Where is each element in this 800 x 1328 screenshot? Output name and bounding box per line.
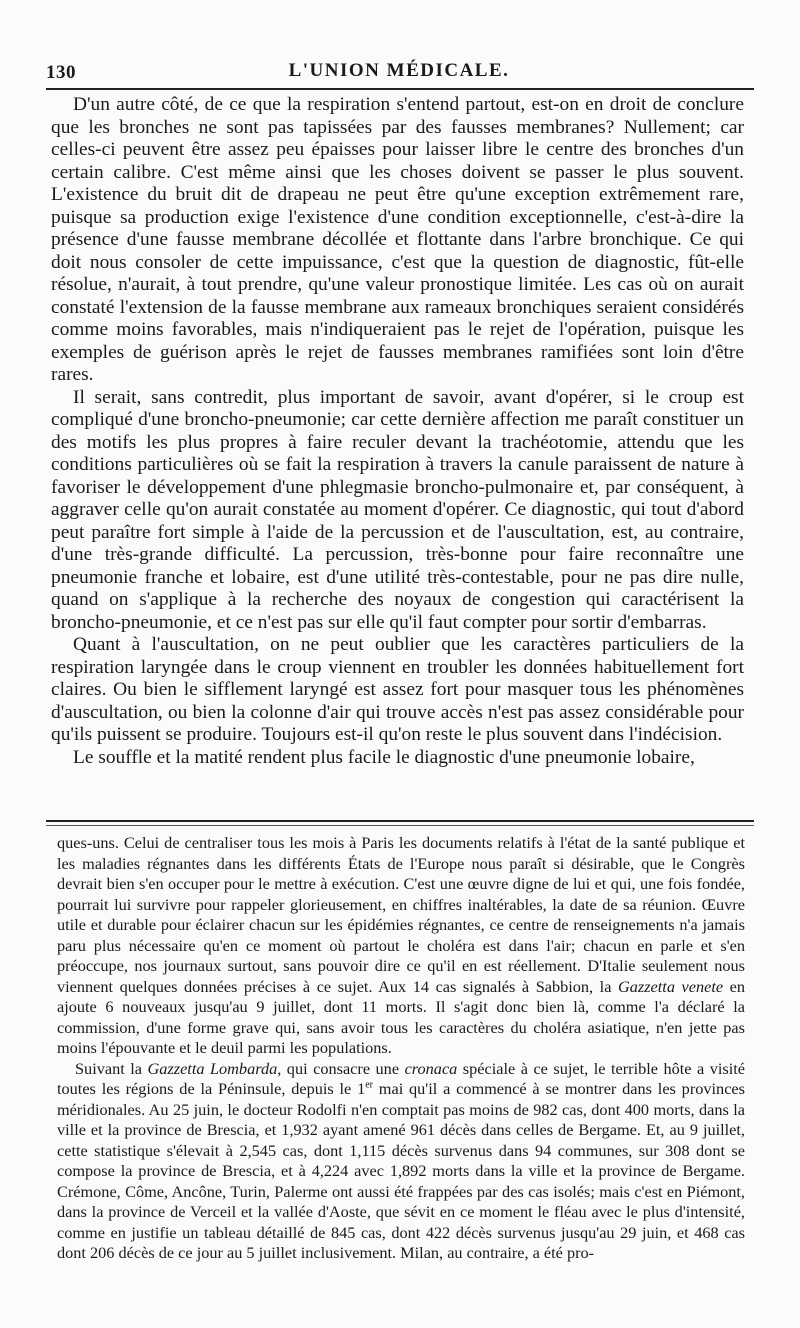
notes-text: ques-uns. Celui de centraliser tous les mois à Paris les documents relatifs à l'état de la santé publique et les maladies régnantes dans les différents États de l'Europe nous paraît si désirable, que le Congrès devrait bien s'en occuper pour le mettre à exécution. C'est une œuvre digne de lui et qui, une fois fondée, pourrait lui survivre pour rappeler glorieusement, en chiffres inaltérables, la date de sa réunion. Œuvre utile et durable pour éclairer chacun sur les épidémies régnantes, ce centre de renseignements n'a jamais paru plus nécessaire qu'en ce moment où partout le choléra est dans l'air; chacun en parle et s'en préoccupe, nos journaux surtout, sans pouvoir dire ce qu'il en est réellement. D'Italie seulement nous viennent quelques données précises à ce sujet. Aux 14 cas signalés à Sabbion, la — [57, 833, 745, 996]
notes-paragraph — [57, 1059, 745, 1264]
main-text — [51, 94, 744, 769]
paragraph: Il serait, sans contredit, plus important de savoir, avant d'opérer, si le croup est compliqué d'une broncho-pneumonie; car cette dernière affection me paraît constituer un des motifs les plus propres à faire reculer devant la trachéotomie, attendu que les conditions particulières où se fait la respiration à travers la canule paraissent de nature à favoriser le développement d'une phlegmasie broncho-pulmonaire et, par conséquent, à aggraver celle qu'on aurait constatée au moment d'opérer. Ce diagnostic, qui tout d'abord peut paraître fort simple à l'aide de la percussion et de l'auscultation, est, au contraire, d'une très-grande difficulté. La percussion, très-bonne pour faire reconnaître une pneumonie franche et lobaire, est d'une utilité très-contestable, pour ne pas dire nulle, quand on s'applique à la recherche des noyaux de congestion qui caractérisent la broncho-pneumonie, et ce n'est pas sur elle qu'il faut compter pour sortir d'embarras. — [51, 386, 744, 633]
page-number: 130 — [46, 62, 76, 83]
notes-text: , qui consacre une — [277, 1058, 405, 1078]
notes-text: spéciale à ce sujet, le terrible hôte a visité toutes les régions de la Péninsule, depuis le 1 — [57, 1058, 746, 1098]
feuilleton-notes — [57, 833, 745, 1264]
journal-title: Gazzetta Lombarda — [147, 1058, 278, 1078]
page-header — [46, 58, 752, 88]
paragraph: D'un autre côté, de ce que la respiration s'entend partout, est-on en droit de conclure que les bronches ne sont pas tapissées par des fausses membranes? Nullement; car celles-ci peuvent être assez peu épaisses pour laisser libre le centre des bronches d'un certain calibre. C'est même ainsi que les choses doivent se passer le plus souvent. L'existence du bruit dit de drapeau ne peut être qu'une exception extrêmement rare, puisque sa production exige l'existence d'une condition exceptionnelle, c'est-à-dire la présence d'une fausse membrane décollée et flottante dans l'arbre bronchique. Ce qui doit nous consoler de cette impuissance, c'est que la question de diagnostic, fût-elle résolue, n'aurait, à tout prendre, qu'une valeur pronostique limitée. Les cas où on aurait constaté l'extension de la fausse membrane aux rameaux bronchiques seraient considérés comme moins favorables, mais n'indiqueraient pas le rejet de l'opération, puisque les exemples de guérison après le rejet de fausses membranes ramifiées sont loin d'être rares. — [51, 94, 744, 385]
paragraph: Quant à l'auscultation, on ne peut oublier que les caractères particuliers de la respiration laryngée dans le croup viennent en troubler les données habituellement fort claires. Ou bien le sifflement laryngé est assez fort pour masquer tous les phénomènes d'auscultation, ou bien la colonne d'air qui trouve accès n'est pas assez considérable pour qu'ils puissent se produire. Toujours est-il qu'on reste le plus souvent dans l'indécision. — [51, 634, 744, 745]
header-rule — [46, 88, 754, 90]
notes-text: mai qu'il a commencé à se montrer dans les provinces méridionales. Au 25 juin, le docteur Rodolfi n'en comptait pas moins de 982 cas, dont 400 morts, dans la ville et la province de Brescia, et 1,932 ayant amené 961 décès dans celles de Bergame. Et, au 9 juillet, cette statistique s'élevait à 2,545 cas, dont 1,115 décès survenus dans 94 communes, sur 308 dont se compose la province de Brescia, et à 4,224 avec 1,892 morts dans la ville et la province de Bergame. Crémone, Côme, Ancône, Turin, Palerme ont aussi été frappées par des cas isolés; mais c'est en Piémont, dans la province de Verceil et la vallée d'Aoste, que sévit en ce moment le fléau avec le plus d'intensité, comme en justifie un tableau détaillé de 845 cas, dont 422 décès survenus jusqu'au 29 juin, et 468 cas dont 206 décès de ce jour au 5 juillet inclusivement. Milan, au contraire, a été pro- — [57, 1079, 745, 1262]
notes-text: Suivant la — [75, 1058, 148, 1078]
superscript: er — [365, 1079, 373, 1091]
notes-divider — [46, 820, 754, 826]
notes-text: en ajoute 6 nouveaux jusqu'au 9 juillet, dont 11 morts. Il s'agit donc bien là, comme l'a déclaré la commission, d'une forme grave qui, sans avoir tous les caractères du choléra asiatique, n'en jette pas moins l'épouvante et le deuil parmi les populations. — [57, 976, 746, 1057]
paragraph: Le souffle et la matité rendent plus facile le diagnostic d'une pneumonie lobaire, — [73, 746, 695, 768]
journal-title: Gazzetta venete — [617, 976, 724, 996]
running-title: L'UNION MÉDICALE. — [288, 60, 510, 81]
notes-paragraph — [57, 833, 745, 1059]
foreign-word: cronaca — [404, 1058, 458, 1078]
